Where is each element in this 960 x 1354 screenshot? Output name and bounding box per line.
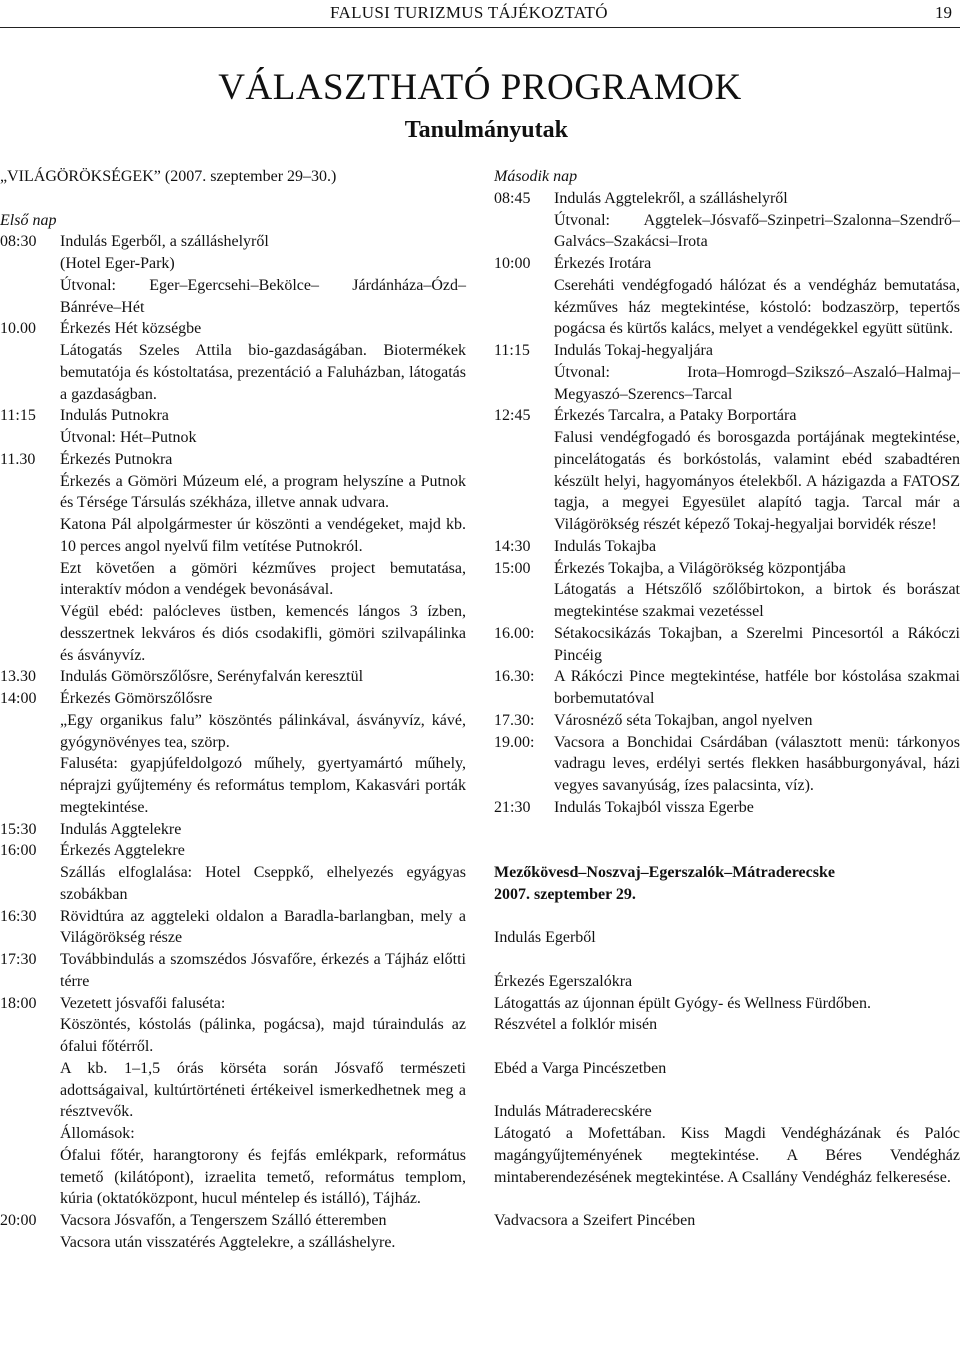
entry-description <box>60 318 466 405</box>
entry-time: 11:15 <box>0 407 36 425</box>
schedule-entry <box>494 732 960 797</box>
entry-time: 19.00: <box>494 733 535 751</box>
right-entries <box>494 188 960 819</box>
schedule-entry <box>0 819 466 841</box>
entry-description <box>60 906 466 950</box>
entry-line: Köszöntés, kóstolás (pálinka, pogácsa), majd túraindulás az ófalui főtérről. <box>60 1016 466 1055</box>
schedule-entry <box>494 405 960 536</box>
trip2-line: Vadvacsora a Szeifert Pincében <box>494 1212 696 1229</box>
entry-line: Érkezés Tokajba, a Világörökség központjába <box>554 559 846 577</box>
entry-line: A kb. 1–1,5 órás körséta során Jósvafő természeti adottságaival, kultúrtörténeti értékeivel ismerkedhetnek meg a résztvevők. <box>60 1059 466 1121</box>
entry-time: 08:30 <box>0 233 37 251</box>
entry-line: Sétakocsikázás Tokajban, a Szerelmi Pincesortól a Rákóczi Pincéig <box>554 624 960 664</box>
entry-description <box>554 405 960 536</box>
entry-time: 17:30 <box>0 951 37 968</box>
entry-time: 16:30 <box>0 907 37 925</box>
page-header <box>0 0 960 28</box>
entry-line: Látogatás Szeles Attila bio-gazdaságában. Biotermékek bemutatója és kóstoltatása, prezentáció a Faluházban, látogatás a gazdaságban. <box>60 342 466 403</box>
entry-line: Ófalui főtér, harangtorony és fejfás emlékpark, református temető (kilátópont), izraelita temető, református templom, kúria (oktatóközpont, hucul méntelep és istálló), Tájház. <box>60 1146 466 1208</box>
trip2-paragraphs <box>494 906 960 1232</box>
entry-description <box>60 666 466 688</box>
trip-title: „VILÁGÖRÖKSÉGEK” (2007. szeptember 29–30.) <box>0 168 337 185</box>
entry-line: Végül ebéd: palócleves üstben, kemencés lángos 3 ízben, desszertnek lekváros és diós csodakifli, gömöri szilvapálinka és ásványvíz. <box>60 603 466 664</box>
entry-line: Faluséta: gyapjúfeldolgozó műhely, gyertyamártó műhely, néprajzi gyűjtemény és református templom, Kakasvári porták megtekintése. <box>60 755 466 816</box>
entry-line: Látogatás a Hétszőlő szőlőbirtokon, a birtok és borászat megtekintése szakmai vezetéssel <box>554 581 960 620</box>
entry-time: 17.30: <box>494 711 535 729</box>
entry-line: Továbbindulás a szomszédos Jósvafőre, érkezés a Tájház előtti térre <box>60 951 466 990</box>
entry-line: Indulás Aggtelekről, a szálláshelyről <box>554 189 788 207</box>
entry-description <box>554 536 960 558</box>
entry-line: Indulás Tokaj-hegyaljára <box>554 342 713 359</box>
entry-line: Érkezés a Gömöri Múzeum elé, a program helyszíne a Putnok és Térsége Társulás székháza, illetve annak udvara. <box>60 472 466 512</box>
schedule-entry <box>0 666 466 688</box>
trip2-date: 2007. szeptember 29. <box>494 885 636 903</box>
schedule-entry <box>0 993 466 1211</box>
entry-time: 15:00 <box>494 559 531 577</box>
day1-title: Első nap <box>0 211 57 229</box>
schedule-entry <box>494 536 960 558</box>
schedule-entry <box>494 188 960 253</box>
schedule-entry <box>494 623 960 667</box>
entry-description <box>554 623 960 667</box>
entry-line: Indulás Tokajból vissza Egerbe <box>554 798 754 816</box>
entry-time: 21:30 <box>494 798 531 816</box>
schedule-entry <box>0 449 466 667</box>
schedule-entry <box>494 710 960 732</box>
left-column <box>0 166 466 1254</box>
schedule-entry <box>0 949 466 993</box>
entry-time: 10.00 <box>0 320 36 338</box>
schedule-entry <box>494 666 960 710</box>
trip2-line: Látogató a Mofettában. Kiss Magdi Vendégházának és Palóc magángyűjteményének megtekintése. A Béres Vendégház mintaberendezésének megtekintése. A Csallány Vendégház felkeresése. <box>494 1125 960 1186</box>
trip2-line: Érkezés Egerszalókra <box>494 972 633 990</box>
trip2-line: Részvétel a folklór misén <box>494 1016 658 1034</box>
entry-line: Indulás Egerből, a szálláshelyről <box>60 233 269 251</box>
entry-description <box>554 340 960 405</box>
entry-line: Csereháti vendégfogadó hálózat és a vendégház bemutatása, kézműves ház megtekintése, kóstoló: bodzaszörp, tepertős pogácsa és kürtős kalács, melyet a vendégekkel együtt sütünk. <box>554 276 960 338</box>
entry-description <box>60 231 466 318</box>
entry-description <box>60 840 466 905</box>
entry-description <box>60 449 466 667</box>
entry-time: 16:00 <box>0 842 37 860</box>
entry-line: Vacsora Jósvafőn, a Tengerszem Szálló étteremben <box>60 1212 387 1229</box>
entry-time: 20:00 <box>0 1212 37 1229</box>
schedule-entry <box>0 688 466 819</box>
entry-line: Érkezés Gömörszőlősre <box>60 690 213 707</box>
right-column <box>494 166 960 1232</box>
trip2-line: Indulás Mátraderecskére <box>494 1103 652 1121</box>
entry-line: Vezetett jósvafői faluséta: <box>60 994 226 1012</box>
entry-line: „Egy organikus falu” köszöntés pálinkával, ásványvíz, kávé, gyógynövényes tea, szörp. <box>60 711 466 751</box>
entry-time: 18:00 <box>0 994 37 1012</box>
day2-title: Második nap <box>494 168 578 185</box>
entry-line: Útvonal: Hét–Putnok <box>60 429 197 446</box>
entry-description <box>554 797 960 819</box>
main-title: VÁLASZTHATÓ PROGRAMOK <box>218 67 742 108</box>
entry-line: Állomások: <box>60 1125 135 1142</box>
entry-time: 11:15 <box>494 342 530 359</box>
entry-line: Ezt követően a gömöri kézműves project bemutatása, interaktív módon a vendégek bevonásával. <box>60 559 466 599</box>
entry-line: Útvonal: Irota–Homrogd–Szikszó–Aszaló–Halmaj–Megyaszó–Szerencs–Tarcal <box>554 363 960 403</box>
entry-line: Indulás Tokajba <box>554 537 657 555</box>
entry-description <box>60 819 466 841</box>
entry-line: Katona Pál alpolgármester úr köszönti a vendégeket, majd kb. 10 perces angol nyelvű film vetítése Putnokról. <box>60 516 466 555</box>
left-entries <box>0 231 466 1253</box>
entry-time: 16.30: <box>494 668 535 686</box>
entry-line: Indulás Aggtelekre <box>60 820 182 838</box>
header-rule <box>0 27 960 28</box>
entry-line: Városnéző séta Tokajban, angol nyelven <box>554 711 813 729</box>
schedule-entry <box>0 318 466 405</box>
entry-description <box>554 558 960 623</box>
schedule-entry <box>0 405 466 449</box>
trip2-title: Mezőkövesd–Noszvaj–Egerszalók–Mátraderecske <box>494 864 835 881</box>
entry-line: Falusi vendégfogadó és borosgazda portájának megtekintése, pincelátogatás és borkóstolás, valamint ebéd szabadtéren készült helyi, hagyományos ételekből. A házigazda a FATOSZ tagja, a megyei Egyesület alapító tagja. Tarcal már a Világörökség részét képező Tokaj-hegyaljai borvidék része! <box>554 429 960 533</box>
page-number: 19 <box>935 3 952 22</box>
entry-line: (Hotel Eger-Park) <box>60 255 175 272</box>
trip2-line: Ebéd a Varga Pincészetben <box>494 1059 667 1077</box>
entry-description <box>554 666 960 710</box>
entry-line: Vacsora után visszatérés Aggtelekre, a szálláshelyre. <box>60 1233 396 1251</box>
entry-time: 13.30 <box>0 668 36 686</box>
schedule-entry <box>494 253 960 340</box>
entry-line: Rövidtúra az aggteleki oldalon a Baradla-barlangban, mely a Világörökség része <box>60 907 466 947</box>
running-title: FALUSI TURIZMUS TÁJÉKOZTATÓ <box>330 3 608 22</box>
schedule-entry <box>494 340 960 405</box>
subtitle: Tanulmányutak <box>404 117 568 143</box>
entry-line: Érkezés Putnokra <box>60 450 173 468</box>
entry-description <box>554 253 960 340</box>
entry-line: Érkezés Tarcalra, a Pataky Borportára <box>554 407 797 425</box>
entry-time: 14:30 <box>494 537 531 555</box>
schedule-entry <box>494 797 960 819</box>
entry-line: Szállás elfoglalása: Hotel Cseppkő, elhelyezés egyágyas szobákban <box>60 864 466 903</box>
entry-line: Érkezés Hét községbe <box>60 320 202 338</box>
entry-description <box>554 710 960 732</box>
entry-description <box>554 732 960 797</box>
entry-time: 10:00 <box>494 255 531 272</box>
entry-line: Útvonal: Eger–Egercsehi–Bekölce– Járdánháza–Ózd–Bánréve–Hét <box>60 276 466 316</box>
entry-time: 12:45 <box>494 407 531 425</box>
trip2-line: Indulás Egerből <box>494 929 596 947</box>
schedule-entry <box>0 906 466 950</box>
schedule-entry <box>494 558 960 623</box>
schedule-entry <box>0 840 466 905</box>
entry-description <box>60 993 466 1211</box>
entry-line: Útvonal: Aggtelek–Jósvafő–Szinpetri–Szalonna–Szendrő–Galvács–Szakácsi–Irota <box>554 211 960 251</box>
entry-line: Indulás Gömörszőlősre, Serényfalván keresztül <box>60 668 364 686</box>
entry-time: 08:45 <box>494 189 531 207</box>
entry-time: 11.30 <box>0 450 36 468</box>
entry-line: Érkezés Aggtelekre <box>60 842 185 860</box>
entry-line: A Rákóczi Pince megtekintése, hatféle bor kóstolása szakmai borbemutatóval <box>554 668 960 707</box>
entry-line: Indulás Putnokra <box>60 407 169 425</box>
schedule-entry <box>0 231 466 318</box>
entry-time: 14:00 <box>0 690 37 707</box>
entry-time: 16.00: <box>494 624 535 642</box>
entry-description <box>554 188 960 253</box>
trip2-line: Látogattás az újonnan épült Gyógy- és Wellness Fürdőben. <box>494 994 871 1012</box>
entry-description <box>60 1210 466 1254</box>
entry-line: Vacsora a Bonchidai Csárdában (választott menü: tárkonyos vadragu leves, erdélyi sertés flekken hasábburgonyával, házi vegyes savanyúság, ízes palacsinta, víz). <box>554 733 960 794</box>
entry-time: 15:30 <box>0 820 37 838</box>
entry-description <box>60 688 466 819</box>
entry-description <box>60 405 466 449</box>
entry-line: Érkezés Irotára <box>554 255 652 272</box>
schedule-entry <box>0 1210 466 1254</box>
entry-description <box>60 949 466 993</box>
